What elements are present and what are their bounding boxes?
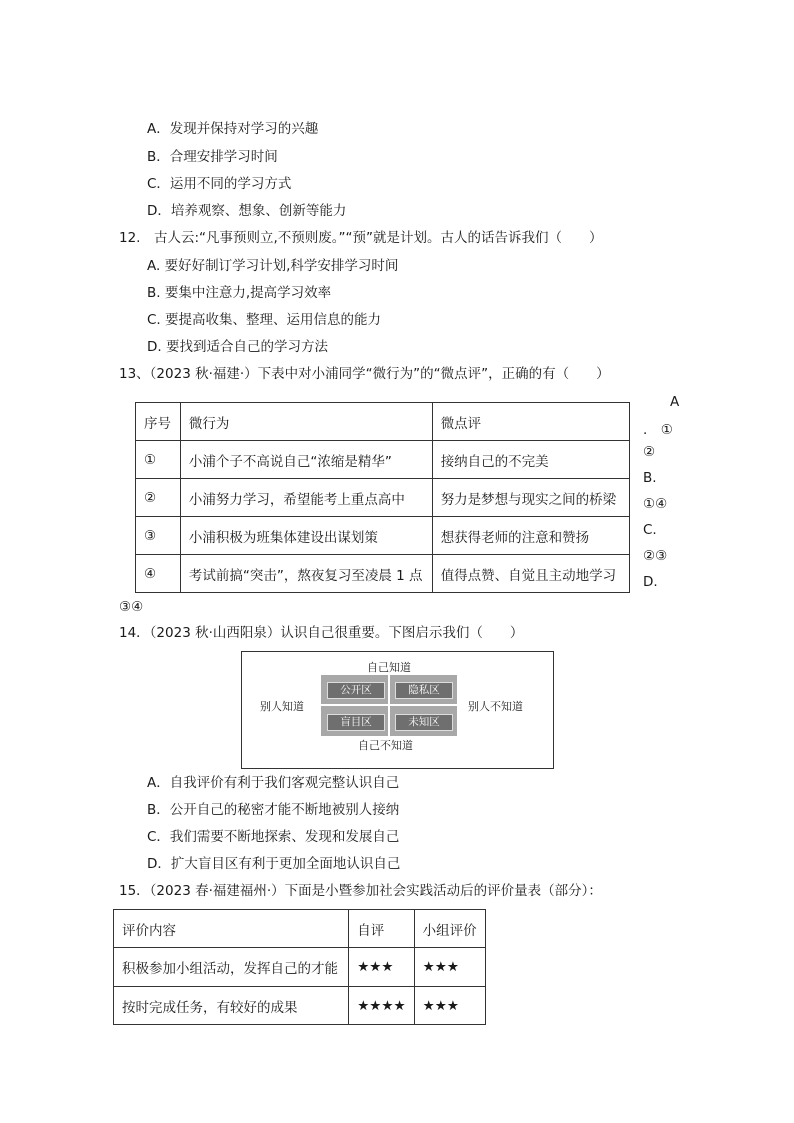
diagram-grid — [321, 675, 457, 736]
table-cell: 按时完成任务，有较好的成果 — [114, 987, 349, 1025]
diagram-label-left: 别人知道 — [260, 700, 304, 713]
q12-option-a: A. 要好好制订学习计划,科学安排学习时间 — [147, 258, 399, 274]
table-header-row — [114, 910, 486, 948]
table-cell: ① — [136, 441, 181, 479]
q12-option-b: B. 要集中注意力,提高学习效率 — [147, 285, 332, 301]
table-row — [136, 555, 630, 593]
blind-area-cell: 盲目区 — [327, 714, 385, 731]
table-cell: 小浦积极为班集体建设出谋划策 — [180, 517, 432, 555]
table-cell: 努力是梦想与现实之间的桥梁 — [432, 479, 629, 517]
table-cell: 积极参加小组活动，发挥自己的才能 — [114, 948, 349, 987]
table-row — [136, 479, 630, 517]
table-header-cell: 自评 — [349, 910, 414, 948]
grid-divider — [321, 704, 457, 706]
q13-side-fragment: ②③ — [643, 548, 668, 564]
table-cell: ④ — [136, 555, 181, 593]
q13-side-fragment: B. — [643, 470, 657, 486]
table-header-row — [136, 403, 630, 441]
table-cell: ★★★ — [414, 948, 485, 987]
q12-option-d: D. 要找到适合自己的学习方法 — [147, 339, 328, 355]
table-cell: ★★★★ — [349, 987, 414, 1025]
table-row — [136, 517, 630, 555]
q11-option-d: D．培养观察、想象、创新等能力 — [147, 203, 347, 219]
table-cell: ② — [136, 479, 181, 517]
q14-option-c: C．我们需要不断地探索、发现和发展自己 — [147, 829, 400, 845]
q13-side-fragment: ①④ — [643, 496, 668, 512]
hidden-area-cell: 隐私区 — [395, 682, 453, 699]
table-cell: ★★★ — [414, 987, 485, 1025]
table-header-cell: 序号 — [136, 403, 181, 441]
q15-stem: 15．（2023 春·福建福州·）下面是小暨参加社会实践活动后的评价量表（部分）： — [119, 883, 602, 899]
q15-table — [113, 909, 486, 1025]
q13-side-fragment: ② — [643, 444, 656, 460]
diagram-label-right: 别人不知道 — [468, 700, 523, 713]
q13-stem: 13、（2023 秋·福建·）下表中对小浦同学“微行为”的“微点评”，正确的有（ ） — [119, 366, 610, 382]
q11-option-a: A．发现并保持对学习的兴趣 — [147, 121, 319, 137]
q13-side-fragment: D. — [643, 574, 658, 590]
table-cell: 考试前搞“突击”，熬夜复习至凌晨 1 点 — [180, 555, 432, 593]
table-row — [114, 948, 486, 987]
table-cell: 值得点赞、自觉且主动地学习 — [432, 555, 629, 593]
table-header-cell: 小组评价 — [414, 910, 485, 948]
table-row — [114, 987, 486, 1025]
table-cell: 小浦个子不高说自己“浓缩是精华” — [180, 441, 432, 479]
table-header-cell: 评价内容 — [114, 910, 349, 948]
q14-option-d: D．扩大盲目区有利于更加全面地认识自己 — [147, 856, 401, 872]
q14-option-b: B．公开自己的秘密才能不断地被别人接纳 — [147, 802, 400, 818]
table-header-cell: 微行为 — [180, 403, 432, 441]
table-cell: ★★★ — [349, 948, 414, 987]
johari-window-diagram — [241, 651, 554, 769]
q13-side-fragment: . ① — [643, 422, 673, 438]
table-cell: 小浦努力学习，希望能考上重点高中 — [180, 479, 432, 517]
q14-stem: 14．（2023 秋·山西阳泉）认识自己很重要。下图启示我们（ ） — [119, 625, 524, 641]
q13-overflow-answer: ③④ — [119, 599, 144, 615]
table-cell: 接纳自己的不完美 — [432, 441, 629, 479]
table-cell: ③ — [136, 517, 181, 555]
table-row — [136, 441, 630, 479]
q12-stem: 12. 古人云:“凡事预则立,不预则废。”“预”就是计划。古人的话告诉我们（ ） — [119, 230, 603, 246]
diagram-label-top: 自己知道 — [367, 661, 411, 674]
q11-option-c: C．运用不同的学习方式 — [147, 176, 292, 192]
table-cell: 想获得老师的注意和赞扬 — [432, 517, 629, 555]
diagram-label-bottom: 自己不知道 — [358, 739, 413, 752]
q11-option-b: B．合理安排学习时间 — [147, 149, 278, 165]
q13-side-fragment: A — [670, 394, 680, 410]
q12-option-c: C. 要提高收集、整理、运用信息的能力 — [147, 312, 382, 328]
q13-side-fragment: C. — [643, 522, 657, 538]
unknown-area-cell: 未知区 — [395, 714, 453, 731]
q13-table — [135, 402, 630, 593]
q14-option-a: A．自我评价有利于我们客观完整认识自己 — [147, 775, 400, 791]
open-area-cell: 公开区 — [327, 682, 385, 699]
table-header-cell: 微点评 — [432, 403, 629, 441]
